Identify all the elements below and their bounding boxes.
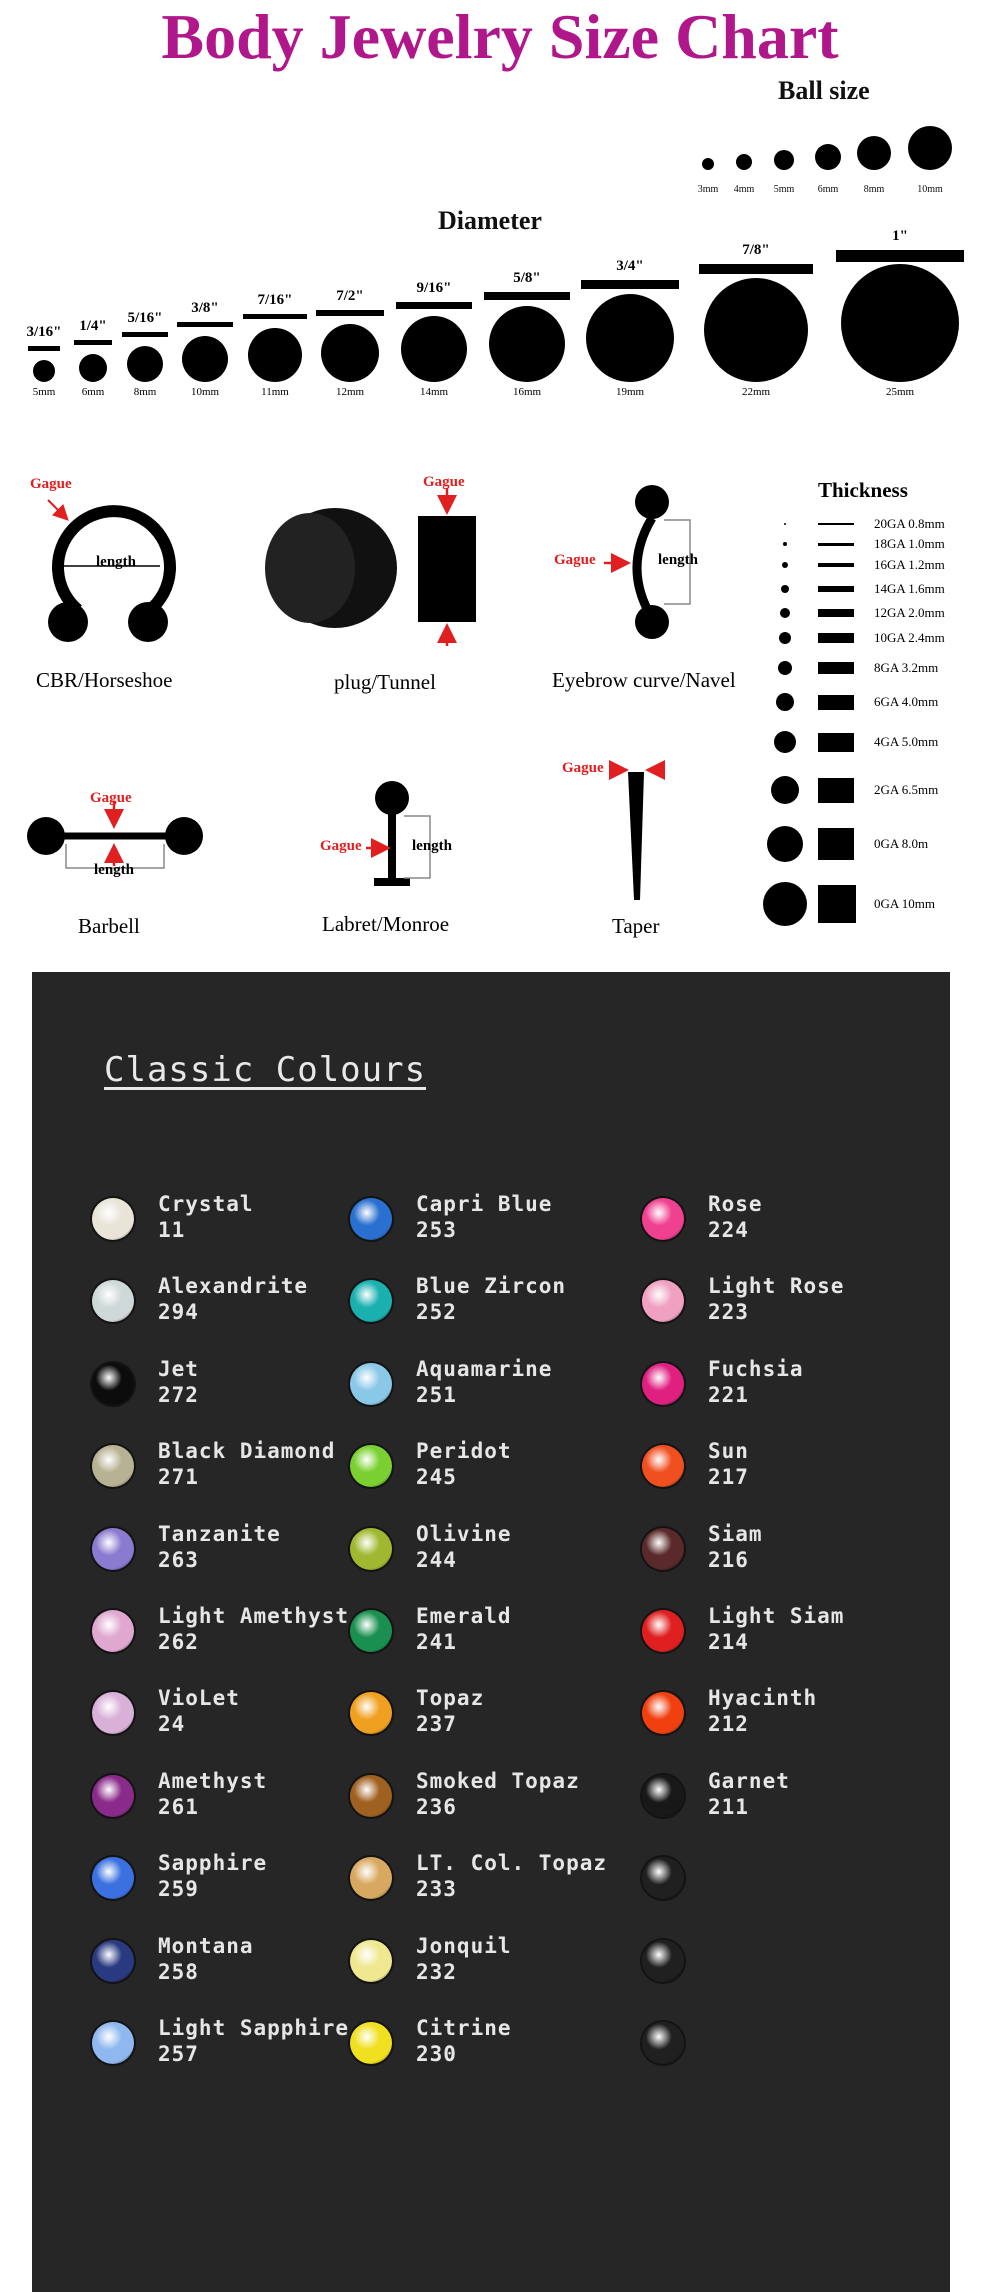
- diameter-mm-label: 14mm: [419, 386, 449, 398]
- diameter-inch-label: 3/4": [616, 258, 644, 274]
- stone-name: Topaz: [416, 1686, 485, 1711]
- diameter-circle: [248, 328, 302, 382]
- diameter-bar: [581, 280, 679, 289]
- stone-code: 24: [158, 1712, 186, 1737]
- stone-code: 259: [158, 1877, 199, 1902]
- ball-size-heading: Ball size: [778, 76, 870, 105]
- diameter-mm-label: 19mm: [615, 386, 645, 398]
- stone-code: 261: [158, 1794, 199, 1819]
- thickness-bar: [818, 695, 854, 710]
- style-labret: Labret/Monroe: [322, 912, 450, 936]
- stone-name: Sapphire: [158, 1851, 268, 1876]
- stone-code: 251: [416, 1382, 457, 1407]
- diameter-heading: Diameter: [438, 206, 542, 235]
- thickness-dot: [776, 693, 794, 711]
- thickness-dot: [771, 776, 799, 804]
- stone-code: 258: [158, 1959, 199, 1984]
- diameter-mm-label: 5mm: [32, 386, 56, 398]
- stone-name: Black Diamond: [158, 1439, 336, 1464]
- ball-size-dot: [774, 150, 794, 170]
- diameter-mm-label: 16mm: [512, 386, 542, 398]
- stone-name: LT. Col. Topaz: [416, 1851, 608, 1876]
- diameter-bar: [177, 322, 233, 327]
- diameter-circle: [841, 264, 959, 382]
- ball-size-label: 5mm: [773, 184, 795, 195]
- stone-code: 253: [416, 1218, 457, 1242]
- stone-code: 245: [416, 1465, 457, 1490]
- gem-swatch: [92, 1198, 134, 1240]
- thickness-dot: [784, 523, 786, 525]
- gem-swatch: [350, 1857, 392, 1899]
- length-label-barbell: length: [94, 862, 135, 878]
- horseshoe-icon: [48, 500, 170, 642]
- stone-name: Light Sapphire: [158, 2016, 350, 2040]
- diameter-inch-label: 3/16": [26, 324, 62, 340]
- diameter-inch-label: 7/8": [742, 242, 770, 258]
- stone-name: Light Siam: [708, 1604, 845, 1628]
- thickness-bar: [818, 523, 854, 525]
- thickness-label: 0GA 10mm: [874, 896, 936, 911]
- length-label-labret: length: [412, 838, 453, 854]
- stone-name: Garnet: [708, 1768, 790, 1793]
- diameter-mm-label: 10mm: [190, 386, 220, 398]
- diameter-bar: [28, 346, 60, 351]
- diameter-bar: [122, 332, 168, 337]
- thickness-dot: [767, 826, 803, 862]
- gem-swatch: [350, 1363, 392, 1405]
- ball-size-label: 8mm: [863, 184, 885, 195]
- diameter-inch-label: 3/8": [191, 300, 219, 316]
- stone-name: Citrine: [416, 2016, 512, 2040]
- stone-name: Amethyst: [158, 1768, 268, 1793]
- style-eyebrow: Eyebrow curve/Navel: [552, 668, 736, 692]
- diameter-circle: [79, 354, 107, 382]
- diameter-mm-label: 11mm: [261, 386, 289, 398]
- ball-size-dot: [736, 154, 752, 170]
- ball-size-dot: [908, 126, 952, 170]
- ball-size-label: 4mm: [733, 184, 755, 195]
- diameter-circle: [33, 360, 55, 382]
- thickness-bar: [818, 586, 854, 592]
- stone-code: 244: [416, 1547, 457, 1572]
- gem-swatch: [350, 1940, 392, 1982]
- diameter-mm-label: 25mm: [885, 386, 915, 398]
- length-label-horseshoe: length: [96, 554, 137, 570]
- stone-name: VioLet: [158, 1686, 240, 1711]
- thickness-dot: [783, 542, 787, 546]
- stone-code: 252: [416, 1300, 457, 1325]
- thickness-bar: [818, 733, 854, 752]
- stone-code: 224: [708, 1218, 749, 1242]
- stone-name: Jet: [158, 1356, 199, 1381]
- gauge-label-barbell: Gague: [90, 790, 132, 806]
- stone-code: 211: [708, 1794, 749, 1819]
- gem-swatch: [92, 1610, 134, 1652]
- stone-name: Peridot: [416, 1439, 512, 1464]
- thickness-label: 8GA 3.2mm: [874, 660, 939, 675]
- gem-swatch: [642, 1610, 684, 1652]
- stone-name: Montana: [158, 1933, 254, 1958]
- gem-swatch: [350, 1445, 392, 1487]
- diameter-circle: [586, 294, 674, 382]
- diameter-bar: [484, 292, 570, 300]
- diameter-inch-label: 1/4": [79, 318, 107, 334]
- thickness-dot: [780, 608, 790, 618]
- diameter-inch-label: 9/16": [416, 280, 452, 296]
- stone-code: 233: [416, 1877, 457, 1902]
- diameter-mm-label: 12mm: [335, 386, 365, 398]
- thickness-dot: [778, 661, 792, 675]
- thickness-dot: [781, 585, 789, 593]
- thickness-label: 12GA 2.0mm: [874, 605, 945, 620]
- stone-code: 263: [158, 1547, 199, 1572]
- stone-code: 272: [158, 1382, 199, 1407]
- stone-name: Light Rose: [708, 1274, 845, 1299]
- gem-swatch: [92, 2022, 134, 2064]
- diameter-bar: [396, 302, 472, 309]
- diameter-bar: [316, 310, 384, 316]
- diameter-mm-label: 8mm: [133, 386, 157, 398]
- gem-swatch: [350, 2022, 392, 2064]
- stone-code: 11: [158, 1218, 186, 1242]
- gem-swatch: [642, 1940, 684, 1982]
- ball-size-label: 3mm: [697, 184, 719, 195]
- stone-name: Fuchsia: [708, 1356, 804, 1381]
- ball-size-dot: [815, 144, 841, 170]
- thickness-label: 6GA 4.0mm: [874, 694, 939, 709]
- gem-swatch: [642, 1857, 684, 1899]
- diameter-mm-label: 6mm: [81, 386, 105, 398]
- stone-name: Aquamarine: [416, 1356, 553, 1381]
- diameter-bar: [74, 340, 112, 345]
- gem-swatch: [642, 1445, 684, 1487]
- thickness-dot: [782, 562, 788, 568]
- thickness-bar: [818, 609, 854, 617]
- style-taper: Taper: [612, 914, 660, 938]
- stone-code: 212: [708, 1712, 749, 1737]
- stone-code: 214: [708, 1630, 749, 1654]
- gem-swatch: [92, 1363, 134, 1405]
- stone-code: 232: [416, 1959, 457, 1984]
- stone-code: 237: [416, 1712, 457, 1737]
- thickness-heading: Thickness: [818, 478, 908, 502]
- diameter-mm-label: 22mm: [741, 386, 771, 398]
- stone-name: Emerald: [416, 1604, 512, 1628]
- gauge-label-labret: Gague: [320, 838, 362, 854]
- stone-name: Olivine: [416, 1521, 512, 1546]
- gem-swatch: [92, 1857, 134, 1899]
- gem-swatch: [92, 1445, 134, 1487]
- stone-name: Jonquil: [416, 1933, 512, 1958]
- diameter-bar: [699, 264, 813, 274]
- thickness-label: 4GA 5.0mm: [874, 734, 939, 749]
- plug-icon: [265, 488, 476, 646]
- stone-name: Tanzanite: [158, 1521, 281, 1546]
- labret-icon: [366, 781, 430, 886]
- thickness-bar: [818, 543, 854, 546]
- diameter-inch-label: 7/2": [336, 288, 364, 304]
- thickness-bar: [818, 828, 854, 860]
- thickness-bar: [818, 563, 854, 567]
- taper-icon: [614, 770, 664, 900]
- gem-swatch: [642, 1198, 684, 1240]
- style-horseshoe: CBR/Horseshoe: [36, 668, 173, 692]
- thickness-label: 16GA 1.2mm: [874, 557, 945, 572]
- thickness-label: 2GA 6.5mm: [874, 782, 939, 797]
- ball-size-label: 10mm: [917, 184, 943, 195]
- stone-code: 294: [158, 1300, 199, 1325]
- gem-swatch: [92, 1528, 134, 1570]
- thickness-dot: [774, 731, 796, 753]
- diameter-circle: [321, 324, 379, 382]
- diameter-bar: [836, 250, 964, 262]
- diameter-inch-label: 5/8": [513, 270, 541, 286]
- stone-code: 223: [708, 1300, 749, 1325]
- gem-swatch: [92, 1775, 134, 1817]
- stone-name: Hyacinth: [708, 1686, 818, 1711]
- diameter-circle: [182, 336, 228, 382]
- stone-code: 216: [708, 1547, 749, 1572]
- stone-name: Blue Zircon: [416, 1274, 567, 1299]
- stone-code: 217: [708, 1465, 749, 1490]
- stone-code: 221: [708, 1382, 749, 1407]
- stone-name: Alexandrite: [158, 1274, 309, 1299]
- diameter-circle: [401, 316, 467, 382]
- stone-name: Siam: [708, 1521, 763, 1546]
- stone-code: 257: [158, 2042, 199, 2066]
- page-title: Body Jewelry Size Chart: [161, 1, 839, 72]
- thickness-bar: [818, 885, 856, 923]
- stone-name: Capri Blue: [416, 1192, 553, 1216]
- length-label-eyebrow: length: [658, 552, 699, 568]
- thickness-label: 10GA 2.4mm: [874, 630, 945, 645]
- stone-name: Rose: [708, 1192, 763, 1216]
- thickness-label: 18GA 1.0mm: [874, 536, 945, 551]
- thickness-dot: [763, 882, 807, 926]
- diameter-circle: [127, 346, 163, 382]
- ball-size-label: 6mm: [817, 184, 839, 195]
- gauge-label-horseshoe: Gague: [30, 476, 72, 492]
- thickness-dot: [779, 632, 791, 644]
- stone-name: Smoked Topaz: [416, 1768, 580, 1793]
- gem-swatch: [92, 1940, 134, 1982]
- diameter-inch-label: 7/16": [257, 292, 293, 308]
- diameter-circle: [704, 278, 808, 382]
- stone-code: 230: [416, 2042, 457, 2066]
- gem-swatch: [350, 1610, 392, 1652]
- stone-code: 271: [158, 1465, 199, 1490]
- thickness-bar: [818, 778, 854, 803]
- gauge-label-plug: Gague: [423, 474, 465, 490]
- stone-code: 236: [416, 1794, 457, 1819]
- gem-swatch: [350, 1775, 392, 1817]
- gem-swatch: [350, 1528, 392, 1570]
- gem-swatch: [642, 1528, 684, 1570]
- diameter-circle: [489, 306, 565, 382]
- gem-swatch: [642, 2022, 684, 2064]
- thickness-bar: [818, 633, 854, 643]
- diameter-inch-label: 1": [892, 228, 908, 244]
- thickness-bar: [818, 662, 854, 674]
- gauge-label-taper: Gague: [562, 760, 604, 776]
- stone-code: 241: [416, 1630, 457, 1654]
- thickness-label: 0GA 8.0m: [874, 836, 929, 851]
- diameter-bar: [243, 314, 307, 319]
- style-plug: plug/Tunnel: [334, 670, 436, 694]
- ball-size-dot: [702, 158, 714, 170]
- stone-name: Crystal: [158, 1192, 254, 1216]
- style-barbell: Barbell: [78, 914, 140, 938]
- stone-name: Sun: [708, 1439, 749, 1464]
- barbell-icon: [27, 802, 203, 868]
- ball-size-dot: [857, 136, 891, 170]
- diameter-inch-label: 5/16": [127, 310, 163, 326]
- stone-name: Light Amethyst: [158, 1604, 350, 1628]
- gem-swatch: [642, 1363, 684, 1405]
- stone-code: 262: [158, 1630, 199, 1654]
- gem-swatch: [642, 1775, 684, 1817]
- thickness-label: 14GA 1.6mm: [874, 581, 945, 596]
- classic-colours-heading: Classic Colours: [104, 1050, 427, 1090]
- gauge-label-eyebrow: Gague: [554, 552, 596, 568]
- gem-swatch: [350, 1198, 392, 1240]
- thickness-label: 20GA 0.8mm: [874, 516, 945, 531]
